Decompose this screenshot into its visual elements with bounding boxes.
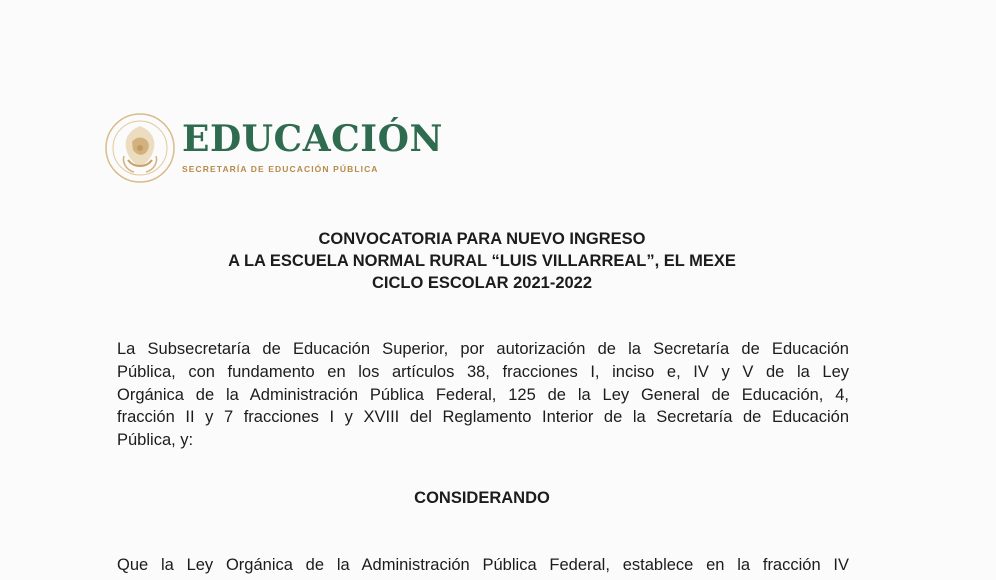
- document-title: [0, 228, 964, 294]
- section-heading: CONSIDERANDO: [414, 489, 550, 507]
- brand-block: [182, 119, 443, 174]
- brand-title: EDUCACIÓN: [182, 117, 443, 160]
- title-line-1: CONVOCATORIA PARA NUEVO INGRESO: [318, 230, 646, 248]
- mexican-seal-icon: [104, 112, 176, 184]
- intro-line: Pública, con fundamento en los artículos 38, fracciones I, inciso e, IV y V de la Ley: [117, 362, 849, 381]
- intro-paragraph: [117, 338, 849, 452]
- considerando-paragraph: Que la Ley Orgánica de la Administración Pública Federal, establece en la fracción IV: [117, 556, 849, 574]
- intro-line: Pública, y:: [117, 431, 194, 450]
- intro-line: fracción II y 7 fracciones I y XVIII del Reglamento Interior de la Secretaría de Educación: [117, 408, 849, 427]
- intro-line: Orgánica de la Administración Pública Federal, 125 de la Ley General de Educación, 4,: [117, 385, 849, 404]
- title-line-2: A LA ESCUELA NORMAL RURAL “LUIS VILLARREAL”, EL MEXE: [228, 252, 736, 270]
- intro-line: La Subsecretaría de Educación Superior, por autorización de la Secretaría de Educación: [117, 340, 849, 358]
- title-line-3: CICLO ESCOLAR 2021-2022: [371, 274, 593, 292]
- brand-subtitle: SECRETARÍA DE EDUCACIÓN PÚBLICA: [182, 163, 379, 174]
- sep-header: [104, 112, 443, 184]
